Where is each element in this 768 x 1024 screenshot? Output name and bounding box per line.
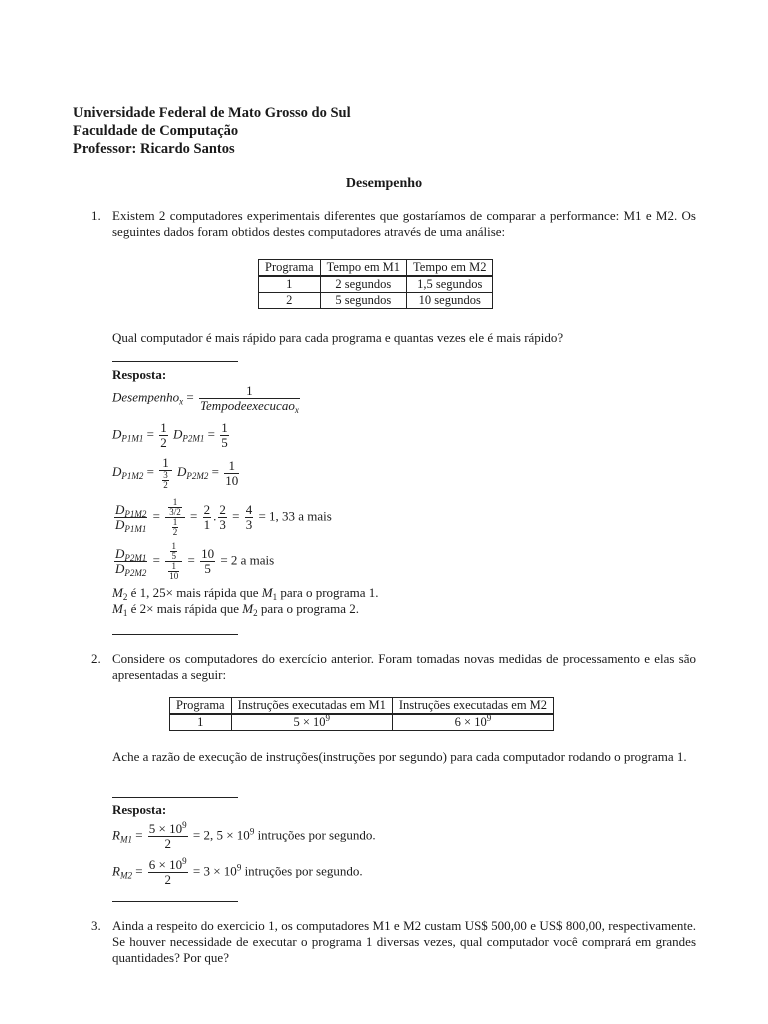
q1-text: Existem 2 computadores experimentais diferentes que gostaríamos de comparar a performance: M1 e M2. Os seguintes dados foram obtidos destes computadores através de uma análise: — [112, 208, 696, 239]
formula-ratio-2: $\frac{D_{P2M1}}{D_{P2M2}}$ = $\frac{\frac{1}{5}}{\frac{1}{10}}$ = $\frac{10}{5}$ = 2 a mais — [115, 541, 275, 581]
den-text: Tempodeexecucao — [200, 398, 295, 413]
rm1-result: = 2, 5 × 10 — [192, 827, 250, 843]
concl2-text-b: para o programa 2. — [260, 601, 360, 616]
q2-answer-label: Resposta: — [112, 802, 167, 817]
ratio2-result: = 2 a mais — [220, 552, 275, 568]
formula-rm2: $R_{M2}$ = $\frac{6 \times 10^9}{2}$ = $3 \times 10^9$ intruções por segundo. — [112, 856, 363, 887]
q1-question: Qual computador é mais rápido para cada programa e quantas vezes ele é mais rápido? — [112, 330, 564, 345]
cell-value: 5 × 10 — [293, 715, 326, 729]
faculty-name: Faculdade de Computação — [73, 123, 239, 139]
table-row — [170, 714, 554, 731]
document-header — [73, 104, 351, 158]
answer-rule-bottom — [112, 634, 238, 635]
university-name: Universidade Federal de Mato Grosso do Sul — [73, 105, 351, 121]
professor-name: Professor: Ricardo Santos — [73, 141, 235, 157]
q2-question: Ache a razão de execução de instruções(instruções por segundo) para cada computador rodando o programa 1. — [112, 749, 687, 764]
concl2-text-a: é 2× mais rápida que — [130, 601, 239, 616]
table-header: Instruções executadas em M2 — [392, 698, 553, 715]
concl1-text-b: para o programa 1. — [280, 585, 379, 600]
q2-text: Considere os computadores do exercício anterior. Foram tomadas novas medidas de processamento e elas são apresentadas a seguir: — [112, 651, 696, 682]
cell-value: 6 × 10 — [454, 715, 487, 729]
table-cell: 1 — [170, 714, 232, 731]
conclusion-1: $M_2$ é 1, 25× mais rápida que $M_1$ para o programa 1. — [112, 585, 379, 602]
q1-table — [258, 259, 493, 309]
fraction — [199, 384, 300, 413]
table-header: Tempo em M1 — [320, 260, 406, 277]
rm2-result: = 3 × 10 — [192, 863, 237, 879]
formula-d-p2: $D_{P1M2}$ = $\frac{1}{\frac{3}{2}}$ $D_{P2M2}$ = $\frac{1}{10}$ — [112, 455, 239, 490]
formula-rm1: $R_{M1}$ = $\frac{5 \times 10^9}{2}$ = 2, $5 \times 10^9$ intruções por segundo. — [112, 820, 376, 851]
formula-sub: x — [179, 396, 184, 407]
q1-number: 1. — [91, 208, 101, 223]
q2-number: 2. — [91, 651, 101, 666]
table-header: Programa — [170, 698, 232, 715]
table-cell: 2 segundos — [320, 276, 406, 293]
table-header: Instruções executadas em M1 — [231, 698, 392, 715]
table-cell: $5 \times 10^9$ — [231, 714, 392, 731]
rm2-unit: intruções por segundo. — [244, 863, 363, 879]
table-cell: $6 \times 10^9$ — [392, 714, 553, 731]
rm1-unit: intruções por segundo. — [257, 827, 376, 843]
formula-ratio-1: $\frac{D_{P1M2}}{D_{P1M1}}$ = $\frac{\frac{1}{3/2}}{\frac{1}{2}}$ = $\frac{2}{1}$ . $\frac{2}{3}$ = $\frac{4}{3}$ = 1, 33 a mais — [115, 497, 332, 537]
table-row — [259, 276, 493, 293]
table-cell: 1,5 segundos — [407, 276, 493, 293]
table-cell: 5 segundos — [320, 293, 406, 309]
q3-text: Ainda a respeito do exercicio 1, os computadores M1 e M2 custam US$ 500,00 e US$ 800,00, respectivamente. Se houver necessidade de executar o programa 1 diversas vezes, qual computador você comprará em grandes quantidades? Por que? — [112, 918, 696, 965]
answer-rule-bottom-2 — [112, 901, 238, 902]
answer-rule-top-2 — [112, 797, 238, 798]
page-title: Desempenho — [345, 176, 423, 191]
table-cell: 2 — [259, 293, 321, 309]
conclusion-2: $M_1$ é 2× mais rápida que $M_2$ para o programa 2. — [112, 601, 360, 618]
formula-d-p1: $D_{P1M1}$ = $\frac{1}{2}$ $D_{P2M1}$ = $\frac{1}{5}$ — [112, 420, 228, 450]
q2-table — [169, 697, 554, 731]
table-cell: 10 segundos — [407, 293, 493, 309]
ratio1-result: = 1, 33 a mais — [258, 508, 332, 524]
table-row — [259, 293, 493, 309]
table-header: Tempo em M2 — [407, 260, 493, 277]
answer-rule-top — [112, 361, 238, 362]
formula-desempenho: Desempenho$_x$ = $\frac{1}{Tempodeexecucao_x}$ — [112, 383, 299, 415]
q1-answer-label: Resposta: — [112, 367, 167, 382]
concl1-text-a: é 1, 25× mais rápida que — [130, 585, 259, 600]
table-cell: 1 — [259, 276, 321, 293]
formula-lhs: Desempenho — [112, 389, 180, 405]
fraction-denominator: Tempodeexecucao$_x$ — [200, 398, 299, 415]
q3-number: 3. — [91, 918, 101, 933]
fraction-numerator: 1 — [246, 383, 253, 398]
table-header: Programa — [259, 260, 321, 277]
